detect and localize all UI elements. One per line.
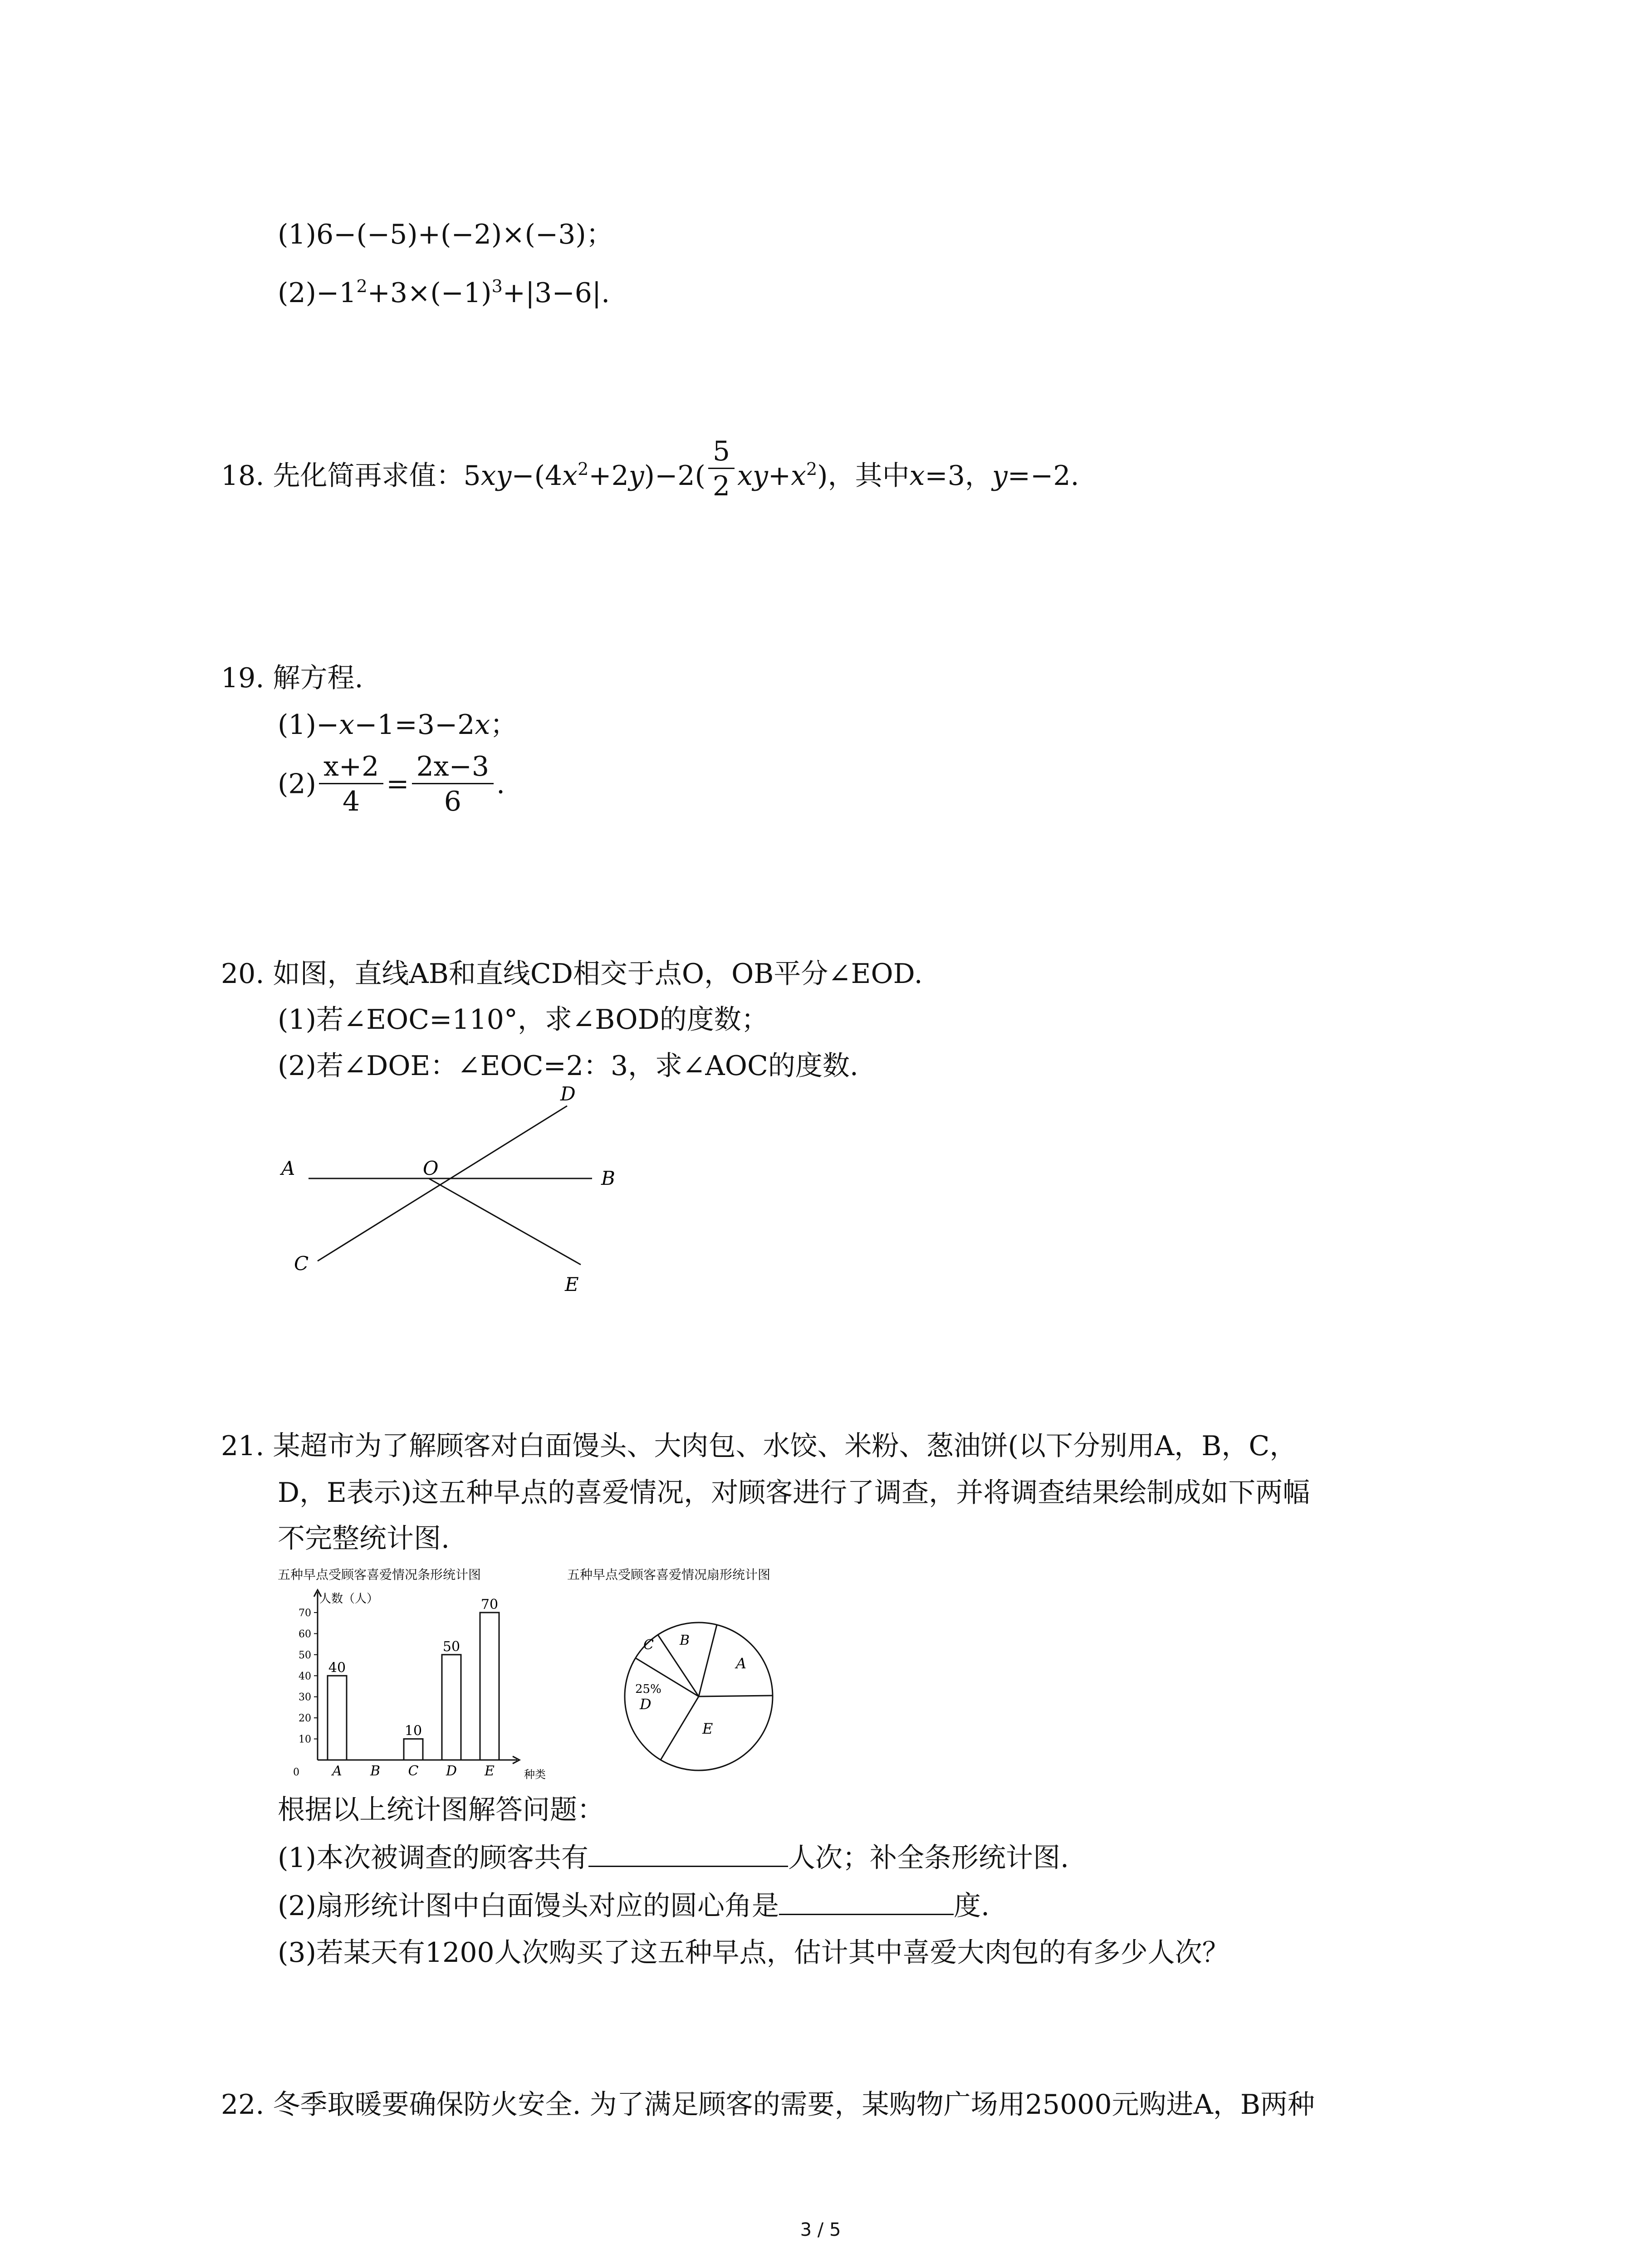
- q19-end: .: [496, 768, 505, 800]
- q19-frac2-num: 2x−3: [412, 753, 494, 784]
- q19-p1-a: (1)−: [278, 709, 339, 741]
- x-tick-label: D: [446, 1763, 457, 1779]
- q17-p2-sup2: 3: [491, 276, 503, 296]
- x-tick-label: B: [370, 1763, 381, 1779]
- q21-s2-b: 度.: [954, 1890, 990, 1922]
- page-number: 3 / 5: [800, 2219, 841, 2240]
- q22-line1: 22. 冬季取暖要确保防火安全. 为了满足顾客的需要，某购物广场用25000元购进A，B两种: [221, 2089, 1315, 2121]
- q18-x: x: [562, 460, 578, 492]
- pie-chart-title: 五种早点受顾客喜爱情况扇形统计图: [567, 1567, 771, 1582]
- bar-value-label: 50: [442, 1638, 460, 1655]
- q17-p2-sup1: 2: [356, 276, 367, 296]
- q18-m1: −(4: [511, 460, 563, 492]
- bar-value-label: 10: [404, 1723, 422, 1739]
- y-tick-label: 40: [299, 1671, 311, 1682]
- q19-p1-c: ；: [490, 709, 518, 741]
- q21-s2-a: (2)扇形统计图中白面馒头对应的圆心角是: [278, 1890, 779, 1922]
- q19-frac2-den: 6: [444, 786, 461, 817]
- q18-m4: +: [768, 460, 791, 492]
- pie-label-b: B: [680, 1633, 690, 1648]
- q19-p2-label: (2): [278, 768, 316, 800]
- q21-sub2: [278, 1892, 989, 1920]
- q21-line1: 21. 某超市为了解顾客对白面馒头、大肉包、水饺、米粉、葱油饼(以下分别用A，B，C，: [221, 1430, 1297, 1462]
- q18-frac-den: 2: [712, 470, 730, 502]
- q21-line3: 不完整统计图.: [278, 1523, 450, 1554]
- pie-label-c: C: [643, 1637, 654, 1653]
- x-axis-title: 种类: [524, 1768, 546, 1781]
- q18-fraction: [708, 435, 735, 502]
- pie-label-e: E: [702, 1720, 713, 1737]
- q18-yv: y: [992, 460, 1008, 492]
- q19-p1-b: −1=3−2: [354, 709, 475, 741]
- q18-eq1: =3，: [925, 460, 992, 492]
- pie-divider-4: [661, 1696, 699, 1760]
- q18-m2: +2: [588, 460, 629, 492]
- q17-p2-c: +|3−6|.: [502, 277, 610, 309]
- q18-xy: xy: [480, 460, 512, 492]
- q18-x2: x: [791, 460, 806, 492]
- q17-p2-b: +3×(−1): [367, 277, 492, 309]
- y-tick-label: 70: [299, 1608, 311, 1619]
- bar-e: [480, 1613, 499, 1760]
- q21-line2: D，E表示)这五种早点的喜爱情况，对顾客进行了调查，并将调查结果绘制成如下两幅: [278, 1477, 1310, 1509]
- bar-chart: [272, 1588, 599, 1792]
- bar-chart-title: 五种早点受顾客喜爱情况条形统计图: [278, 1567, 481, 1582]
- label-d: D: [560, 1083, 576, 1105]
- q20-line2: (1)若∠EOC=110°，求∠BOD的度数；: [278, 1004, 769, 1036]
- q19-title: 19. 解方程.: [221, 662, 363, 694]
- answer-blank-1[interactable]: [588, 1865, 788, 1867]
- y-tick-label: 30: [299, 1691, 311, 1703]
- q20-line1: 20. 如图，直线AB和直线CD相交于点O，OB平分∠EOD.: [221, 958, 923, 990]
- q17-p2-a: (2)−1: [278, 277, 357, 309]
- y-tick-label: 50: [299, 1649, 311, 1661]
- q19-frac1-den: 4: [343, 786, 360, 817]
- q21-prompt: 根据以上统计图解答问题：: [278, 1794, 604, 1826]
- q17-part2: [278, 278, 610, 307]
- pie-annotation-25: 25%: [635, 1682, 661, 1696]
- q21-s1-a: (1)本次被调查的顾客共有: [278, 1842, 588, 1874]
- pie-divider-1: [658, 1635, 699, 1696]
- label-b: B: [601, 1167, 615, 1189]
- pie-label-d: D: [640, 1696, 652, 1713]
- q19-frac1-num: x+2: [319, 753, 383, 784]
- bar-a: [328, 1676, 347, 1760]
- q18-sup: 2: [578, 459, 589, 479]
- q18-m3: )−2(: [644, 460, 705, 492]
- x-tick-label: E: [485, 1763, 495, 1779]
- q21-sub3: (3)若某天有1200人次购买了这五种早点，估计其中喜爱大肉包的有多少人次？: [278, 1937, 1230, 1969]
- q20-geometry-figure: [254, 1080, 644, 1297]
- x-tick-label: C: [408, 1763, 419, 1779]
- y-axis-title: 人数（人）: [319, 1592, 379, 1606]
- y-tick-label: 0: [293, 1767, 299, 1778]
- q19-p1-x1: x: [339, 709, 355, 741]
- pie-chart: [617, 1615, 780, 1778]
- pie-label-a: A: [736, 1655, 747, 1672]
- answer-blank-2[interactable]: [779, 1913, 954, 1915]
- bar-value-label: 70: [480, 1597, 499, 1613]
- label-e: E: [565, 1273, 579, 1295]
- q19-part2: [278, 753, 505, 815]
- q21-sub1: [278, 1844, 1069, 1872]
- q18-sup2: 2: [806, 459, 818, 479]
- q18-text: [221, 435, 1079, 502]
- bar-value-label: 40: [328, 1660, 346, 1676]
- q18-y: y: [628, 460, 644, 492]
- bar-c: [404, 1739, 423, 1760]
- q19-frac1: [319, 753, 383, 815]
- q18-eq2: =−2.: [1007, 460, 1079, 492]
- q18-m5: )，其中: [817, 460, 910, 492]
- q17-part1: (1)6−(−5)+(−2)×(−3)；: [278, 219, 613, 250]
- y-tick-label: 60: [299, 1628, 311, 1640]
- q18-xy2: xy: [737, 460, 768, 492]
- line-cd: [318, 1106, 567, 1261]
- y-tick-label: 20: [299, 1713, 311, 1725]
- q19-eq: =: [386, 768, 409, 800]
- q18-xv: x: [909, 460, 925, 492]
- label-a: A: [281, 1157, 295, 1179]
- label-c: C: [294, 1252, 309, 1275]
- q18-lead: 18. 先化简再求值：5: [221, 460, 481, 492]
- q19-part1: [278, 709, 518, 741]
- q19-frac2: [412, 753, 494, 815]
- label-o: O: [423, 1157, 439, 1179]
- q20-line3: (2)若∠DOE：∠EOC=2：3，求∠AOC的度数.: [278, 1050, 858, 1082]
- ray-oe: [429, 1178, 581, 1265]
- bar-d: [442, 1655, 461, 1760]
- pie-divider-2: [699, 1625, 717, 1696]
- q19-p1-x2: x: [475, 709, 490, 741]
- x-tick-label: A: [332, 1763, 342, 1779]
- q18-frac-num: 5: [708, 438, 735, 469]
- y-tick-label: 10: [299, 1734, 311, 1745]
- q21-s1-b: 人次；补全条形统计图.: [788, 1842, 1069, 1874]
